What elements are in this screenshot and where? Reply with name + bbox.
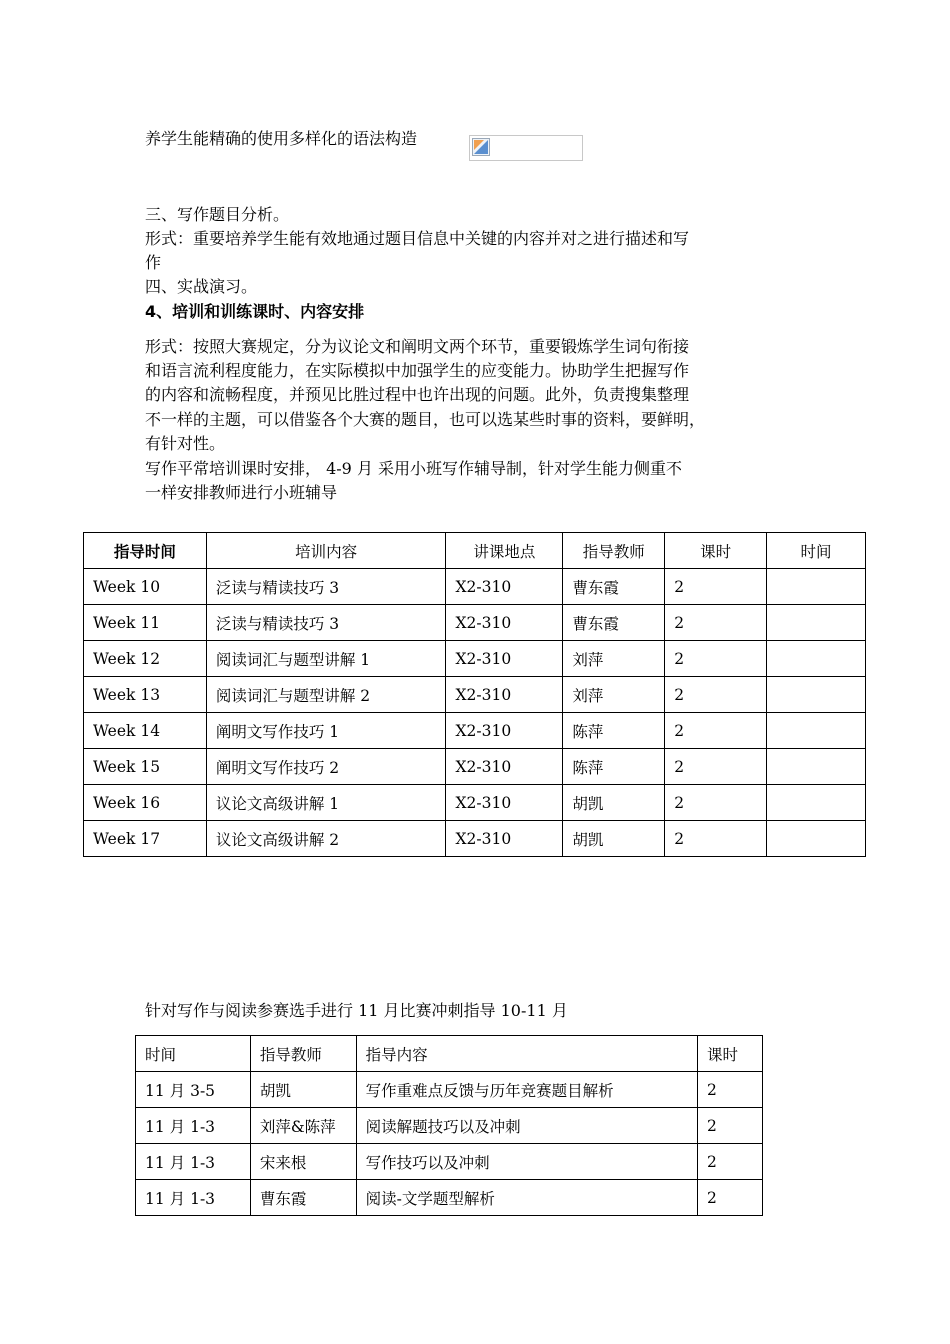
table-cell	[767, 605, 866, 641]
table-cell: X2-310	[446, 821, 563, 857]
sprint-guidance-table	[135, 1035, 763, 1216]
paragraph-text: 形式：重要培养学生能有效地通过题目信息中关键的内容并对之进行描述和写	[145, 229, 690, 248]
paragraph-text: 不一样的主题，可以借鉴各个大赛的题目，也可以选某些时事的资料，要鲜明，	[145, 410, 706, 429]
table-header-row	[84, 533, 866, 569]
table-cell: 刘萍	[563, 677, 665, 713]
subsection-heading: 4、培训和训练课时、内容安排	[145, 302, 365, 321]
table-cell	[767, 677, 866, 713]
table-cell: X2-310	[446, 713, 563, 749]
table-cell: Week 12	[84, 641, 207, 677]
table-cell: 2	[665, 821, 767, 857]
table-cell: Week 14	[84, 713, 207, 749]
table-header-row	[136, 1036, 763, 1072]
table-cell: 泛读与精读技巧 3	[206, 605, 446, 641]
table-cell: Week 11	[84, 605, 207, 641]
table-row	[84, 605, 866, 641]
table-cell: 2	[665, 605, 767, 641]
table-cell: 2	[665, 569, 767, 605]
table-cell: 议论文高级讲解 1	[206, 785, 446, 821]
table-cell: 议论文高级讲解 2	[206, 821, 446, 857]
table-cell: 阅读词汇与题型讲解 2	[206, 677, 446, 713]
broken-image-icon	[469, 135, 583, 161]
table-row	[84, 641, 866, 677]
table-cell: 阅读-文学题型解析	[356, 1180, 697, 1216]
table-cell	[767, 821, 866, 857]
table-row	[136, 1180, 763, 1216]
table-cell: 曹东霞	[563, 605, 665, 641]
paragraph-text: 有针对性。	[145, 434, 226, 453]
column-header: 培训内容	[206, 533, 446, 569]
table-cell: 阐明文写作技巧 2	[206, 749, 446, 785]
table-row	[136, 1072, 763, 1108]
table-cell: 11 月 1-3	[136, 1144, 251, 1180]
training-schedule-table	[83, 532, 866, 857]
table-caption: 针对写作与阅读参赛选手进行 11 月比赛冲刺指导 10-11 月	[145, 1001, 568, 1020]
table-cell: 曹东霞	[563, 569, 665, 605]
column-header: 指导教师	[563, 533, 665, 569]
table-row	[136, 1108, 763, 1144]
table-cell: 宋来根	[250, 1144, 356, 1180]
column-header: 讲课地点	[446, 533, 563, 569]
table-cell: 阅读词汇与题型讲解 1	[206, 641, 446, 677]
table-cell: 刘萍&陈萍	[250, 1108, 356, 1144]
paragraph-text: 写作平常培训课时安排， 4-9 月 采用小班写作辅导制，针对学生能力侧重不	[145, 459, 683, 478]
column-header: 课时	[698, 1036, 763, 1072]
table-cell: 2	[665, 641, 767, 677]
section-heading: 四、实战演习。	[145, 277, 258, 296]
table-cell: 2	[665, 677, 767, 713]
column-header: 指导教师	[250, 1036, 356, 1072]
table-cell: 阅读解题技巧以及冲刺	[356, 1108, 697, 1144]
table-cell: X2-310	[446, 785, 563, 821]
table-cell: 写作重难点反馈与历年竞赛题目解析	[356, 1072, 697, 1108]
column-header: 时间	[767, 533, 866, 569]
table-cell	[767, 641, 866, 677]
table-cell: X2-310	[446, 749, 563, 785]
table-cell: Week 15	[84, 749, 207, 785]
table-cell: 2	[665, 749, 767, 785]
table-cell: Week 13	[84, 677, 207, 713]
paragraph-text: 形式：按照大赛规定，分为议论文和阐明文两个环节，重要锻炼学生词句衔接	[145, 337, 690, 356]
table-row	[84, 677, 866, 713]
table-cell: 陈萍	[563, 713, 665, 749]
table-row	[136, 1144, 763, 1180]
table-cell: 曹东霞	[250, 1180, 356, 1216]
table-cell: 11 月 1-3	[136, 1180, 251, 1216]
table-cell: 2	[698, 1072, 763, 1108]
table-cell: 2	[698, 1180, 763, 1216]
table-cell: X2-310	[446, 605, 563, 641]
table-cell: 胡凯	[250, 1072, 356, 1108]
paragraph-text: 一样安排教师进行小班辅导	[145, 483, 338, 502]
table-cell	[767, 785, 866, 821]
column-header: 时间	[136, 1036, 251, 1072]
column-header: 指导内容	[356, 1036, 697, 1072]
table-cell: Week 10	[84, 569, 207, 605]
paragraph-text: 和语言流利程度能力，在实际模拟中加强学生的应变能力。协助学生把握写作	[145, 361, 690, 380]
table-cell	[767, 569, 866, 605]
paragraph-text: 作	[145, 253, 162, 272]
table-cell: 2	[698, 1144, 763, 1180]
table-cell: 2	[698, 1108, 763, 1144]
table-cell: 泛读与精读技巧 3	[206, 569, 446, 605]
table-cell: 11 月 3-5	[136, 1072, 251, 1108]
table-cell: 胡凯	[563, 821, 665, 857]
table-cell: 2	[665, 785, 767, 821]
table-cell: X2-310	[446, 677, 563, 713]
table-cell: 写作技巧以及冲刺	[356, 1144, 697, 1180]
table-cell	[767, 713, 866, 749]
table-cell: X2-310	[446, 641, 563, 677]
paragraph-text: 养学生能精确的使用多样化的语法构造	[145, 129, 418, 148]
table-cell: 2	[665, 713, 767, 749]
table-row	[84, 569, 866, 605]
table-row	[84, 713, 866, 749]
paragraph-text: 的内容和流畅程度，并预见比胜过程中也许出现的问题。此外，负责搜集整理	[145, 385, 690, 404]
table-cell: Week 16	[84, 785, 207, 821]
table-cell: 11 月 1-3	[136, 1108, 251, 1144]
table-cell: 阐明文写作技巧 1	[206, 713, 446, 749]
table-cell: X2-310	[446, 569, 563, 605]
table-cell: 陈萍	[563, 749, 665, 785]
table-cell: 刘萍	[563, 641, 665, 677]
table-row	[84, 749, 866, 785]
table-row	[84, 785, 866, 821]
table-cell: 胡凯	[563, 785, 665, 821]
table-cell: Week 17	[84, 821, 207, 857]
table-cell	[767, 749, 866, 785]
section-heading: 三、写作题目分析。	[145, 205, 290, 224]
column-header: 指导时间	[84, 533, 207, 569]
column-header: 课时	[665, 533, 767, 569]
table-row	[84, 821, 866, 857]
